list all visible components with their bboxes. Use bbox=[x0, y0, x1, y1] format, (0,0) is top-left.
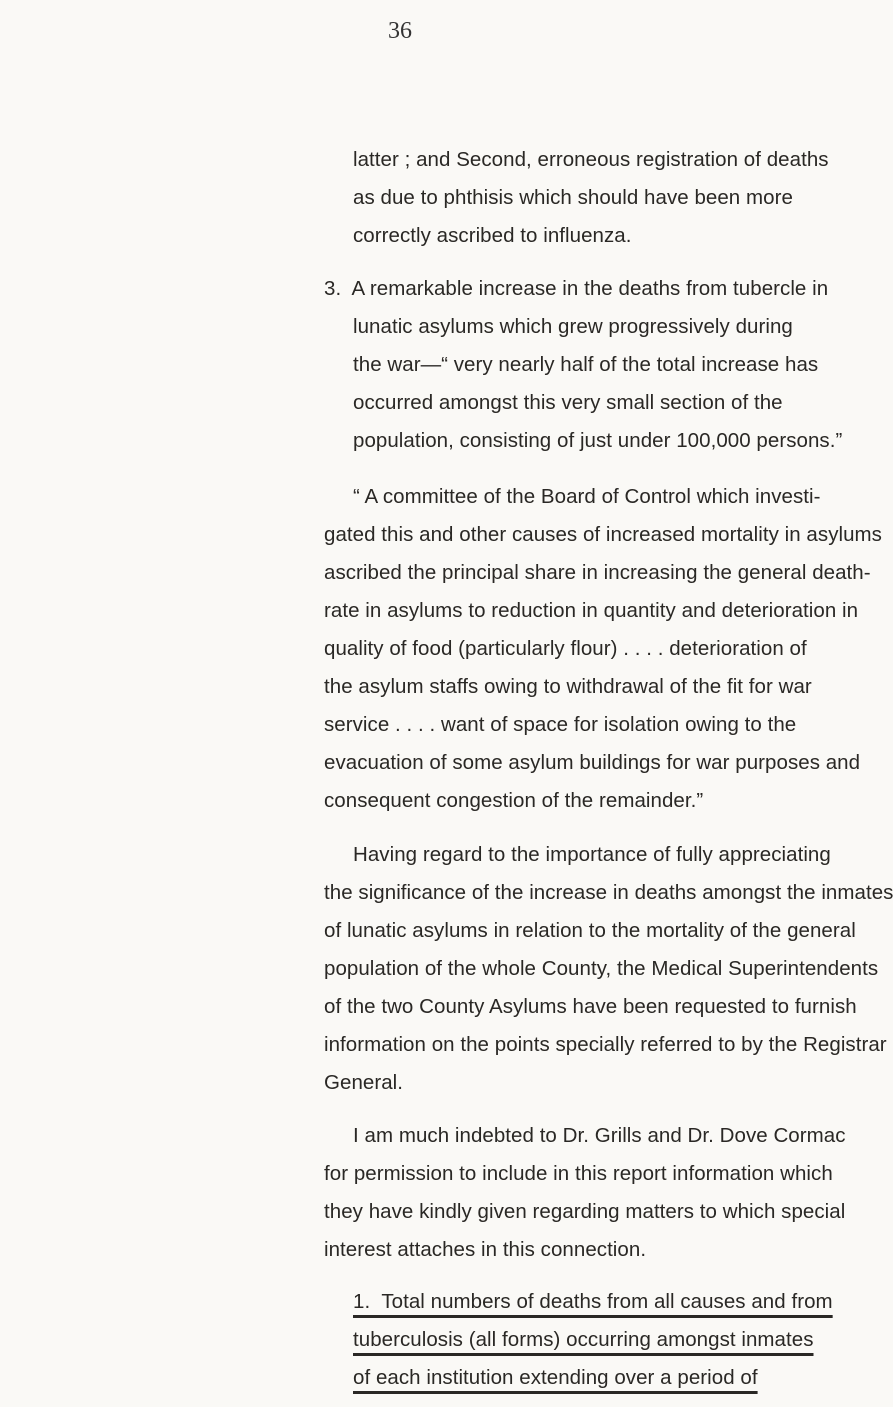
text-line: 3. A remarkable increase in the deaths from tubercle in bbox=[324, 277, 829, 300]
text-line: of each institution extending over a period of bbox=[353, 1366, 758, 1389]
text-line: interest attaches in this connection. bbox=[324, 1238, 647, 1261]
text-line: evacuation of some asylum buildings for war purposes and bbox=[324, 751, 861, 774]
text-line: latter ; and Second, erroneous registration of deaths bbox=[353, 148, 829, 171]
text-line: the asylum staffs owing to withdrawal of the fit for war bbox=[324, 675, 812, 698]
text-line: as due to phthisis which should have been more bbox=[353, 186, 793, 209]
text-line: of lunatic asylums in relation to the mortality of the general bbox=[324, 919, 856, 942]
text-line: 1. Total numbers of deaths from all causes and from bbox=[353, 1290, 833, 1313]
text-line: lunatic asylums which grew progressively during bbox=[353, 315, 793, 338]
text-line: Having regard to the importance of fully appreciating bbox=[353, 843, 831, 866]
text-line: General. bbox=[324, 1071, 404, 1094]
text-line: population, consisting of just under 100,000 persons.” bbox=[353, 429, 843, 452]
text-line: correctly ascribed to influenza. bbox=[353, 224, 632, 247]
text-line: “ A committee of the Board of Control which investi- bbox=[353, 485, 821, 508]
text-line: gated this and other causes of increased mortality in asylums bbox=[324, 523, 882, 546]
text-line: service . . . . want of space for isolation owing to the bbox=[324, 713, 797, 736]
text-line: information on the points specially referred to by the Registrar bbox=[324, 1033, 887, 1056]
text-line: I am much indebted to Dr. Grills and Dr. Dove Cormac bbox=[353, 1124, 846, 1147]
text-line: the war—“ very nearly half of the total increase has bbox=[353, 353, 819, 376]
text-line: for permission to include in this report information which bbox=[324, 1162, 833, 1185]
text-line: ascribed the principal share in increasing the general death- bbox=[324, 561, 871, 584]
text-line: occurred amongst this very small section of the bbox=[353, 391, 783, 414]
text-line: consequent congestion of the remainder.” bbox=[324, 789, 704, 812]
text-line: the significance of the increase in deaths amongst the inmates bbox=[324, 881, 893, 904]
page-number: 36 bbox=[388, 18, 412, 44]
text-line: population of the whole County, the Medical Superintendents bbox=[324, 957, 879, 980]
text-line: quality of food (particularly flour) . . . . deterioration of bbox=[324, 637, 807, 660]
text-line: rate in asylums to reduction in quantity and deterioration in bbox=[324, 599, 859, 622]
text-line: of the two County Asylums have been requested to furnish bbox=[324, 995, 857, 1018]
text-line: they have kindly given regarding matters to which special bbox=[324, 1200, 846, 1223]
text-line: tuberculosis (all forms) occurring amongst inmates bbox=[353, 1328, 814, 1351]
